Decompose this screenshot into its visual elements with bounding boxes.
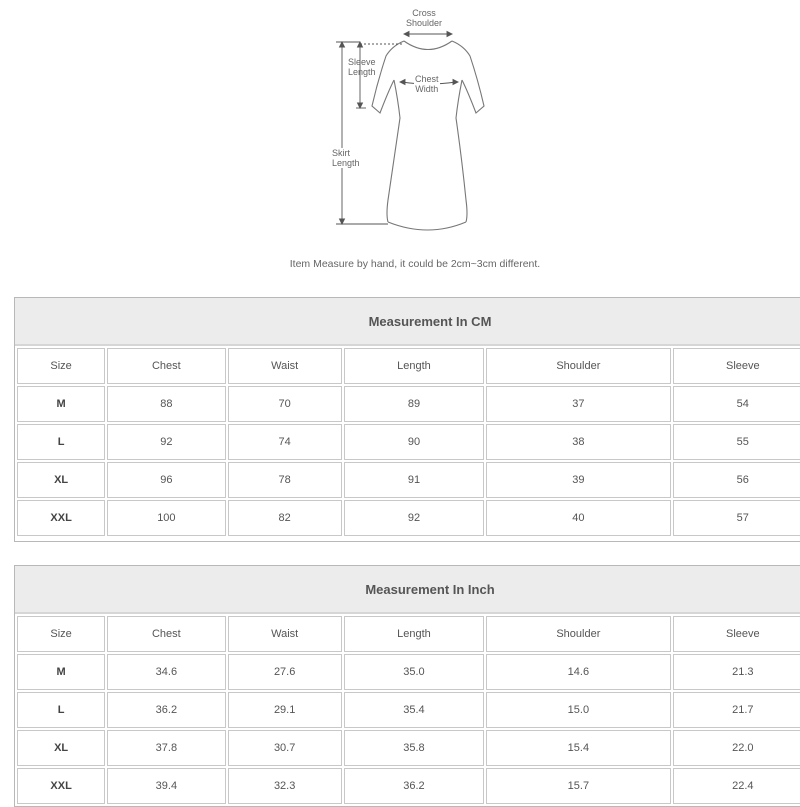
size-table-grid (15, 346, 800, 538)
length-cell: 36.2 (344, 768, 484, 804)
sleeve-cell: 54 (673, 386, 800, 422)
sleeve-cell: 22.4 (673, 768, 800, 804)
header-size: Size (17, 348, 105, 384)
dress-measurement-diagram (0, 0, 800, 240)
length-cell: 90 (344, 424, 484, 460)
size-cell: L (17, 692, 105, 728)
length-cell: 91 (344, 462, 484, 498)
table-row (17, 768, 800, 804)
chest-cell: 37.8 (107, 730, 225, 766)
size-cell: M (17, 654, 105, 690)
measurement-note: Item Measure by hand, it could be 2cm~3cm different. (289, 258, 541, 270)
size-cell: M (17, 386, 105, 422)
waist-cell: 30.7 (228, 730, 342, 766)
shoulder-cell: 37 (486, 386, 670, 422)
header-length: Length (344, 348, 484, 384)
skirt-length-label: Skirt Length (332, 148, 360, 168)
sleeve-length-label: Sleeve Length (348, 57, 376, 77)
length-cell: 35.0 (344, 654, 484, 690)
table-row (17, 386, 800, 422)
header-shoulder: Shoulder (486, 616, 670, 652)
header-shoulder: Shoulder (486, 348, 670, 384)
header-sleeve: Sleeve (673, 348, 800, 384)
waist-cell: 78 (228, 462, 342, 498)
table-title: Measurement In Inch (15, 566, 800, 614)
dress-outline-illustration (0, 0, 800, 240)
size-cell: XXL (17, 768, 105, 804)
size-cell: XXL (17, 500, 105, 536)
length-cell: 92 (344, 500, 484, 536)
shoulder-cell: 38 (486, 424, 670, 460)
chest-cell: 34.6 (107, 654, 225, 690)
chest-cell: 92 (107, 424, 225, 460)
length-cell: 89 (344, 386, 484, 422)
length-cell: 35.4 (344, 692, 484, 728)
waist-cell: 70 (228, 386, 342, 422)
chest-cell: 96 (107, 462, 225, 498)
shoulder-cell: 39 (486, 462, 670, 498)
size-table-grid (15, 614, 800, 806)
header-sleeve: Sleeve (673, 616, 800, 652)
shoulder-cell: 15.4 (486, 730, 670, 766)
table-row (17, 692, 800, 728)
shoulder-cell: 15.0 (486, 692, 670, 728)
table-row (17, 654, 800, 690)
table-header-row (17, 616, 800, 652)
size-cell: L (17, 424, 105, 460)
header-length: Length (344, 616, 484, 652)
table-row (17, 500, 800, 536)
size-cell: XL (17, 462, 105, 498)
sleeve-cell: 56 (673, 462, 800, 498)
waist-cell: 27.6 (228, 654, 342, 690)
chest-cell: 36.2 (107, 692, 225, 728)
chest-cell: 39.4 (107, 768, 225, 804)
shoulder-cell: 14.6 (486, 654, 670, 690)
sleeve-cell: 22.0 (673, 730, 800, 766)
table-title: Measurement In CM (15, 298, 800, 346)
sleeve-cell: 55 (673, 424, 800, 460)
header-size: Size (17, 616, 105, 652)
table-row (17, 424, 800, 460)
size-table-inch (14, 565, 800, 807)
header-waist: Waist (228, 348, 342, 384)
header-chest: Chest (107, 616, 225, 652)
size-table-cm (14, 297, 800, 542)
chest-cell: 100 (107, 500, 225, 536)
table-header-row (17, 348, 800, 384)
cross-shoulder-label: Cross Shoulder (406, 8, 443, 28)
sleeve-cell: 21.7 (673, 692, 800, 728)
shoulder-cell: 15.7 (486, 768, 670, 804)
waist-cell: 82 (228, 500, 342, 536)
chest-cell: 88 (107, 386, 225, 422)
waist-cell: 29.1 (228, 692, 342, 728)
sleeve-cell: 57 (673, 500, 800, 536)
chest-width-label: Chest Width (415, 74, 439, 94)
table-row (17, 730, 800, 766)
header-chest: Chest (107, 348, 225, 384)
shoulder-cell: 40 (486, 500, 670, 536)
waist-cell: 32.3 (228, 768, 342, 804)
sleeve-cell: 21.3 (673, 654, 800, 690)
header-waist: Waist (228, 616, 342, 652)
length-cell: 35.8 (344, 730, 484, 766)
waist-cell: 74 (228, 424, 342, 460)
size-cell: XL (17, 730, 105, 766)
table-row (17, 462, 800, 498)
